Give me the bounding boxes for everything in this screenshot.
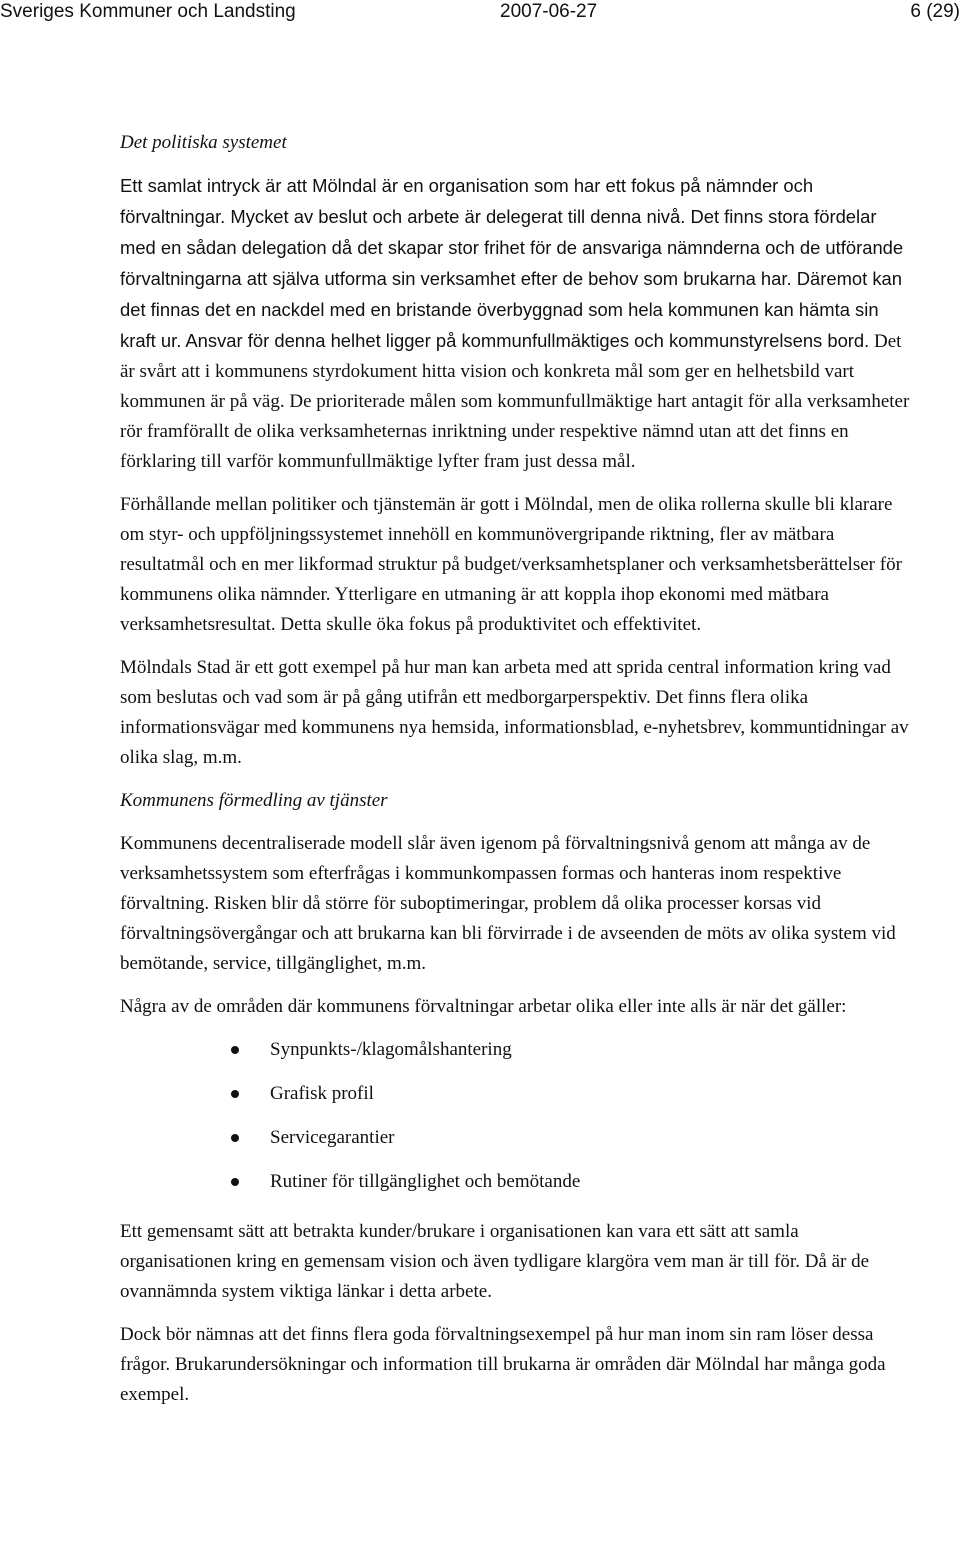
section-heading-politiska-systemet: Det politiska systemet <box>120 132 287 153</box>
paragraph-intryck-tail: Det är svårt att i kommunens styrdokument hitta vision och konkreta mål som ger en helhetsbild vart kommunen är på väg. De prioriterade målen som kommunfullmäktige hart antagit för alla verksamheter rör framförallt de olika verksamheternas inriktning under respektive nämnd utan att det finns en förklaring till varför kommunfullmäktige lyfter fram just dessa mål. <box>120 331 910 472</box>
list-item-text: Synpunkts-/klagomålshantering <box>270 1039 512 1060</box>
list-item <box>120 1035 910 1079</box>
list-item-text: Servicegarantier <box>270 1127 395 1148</box>
list-item-text: Grafisk profil <box>270 1083 374 1104</box>
paragraph-forhallande: Förhållande mellan politiker och tjänstemän är gott i Mölndal, men de olika rollerna skulle bli klarare om styr- och uppföljningssystemet innehöll en kommunövergripande riktning, fler av mätbara resultatmål och en mer likformad struktur på budget/verksamhetsplaner och verksamhetsberättelser för kommunens olika nämnder. Ytterligare en utmaning är att koppla ihop ekonomi med mätbara verksamhetsresultat. Detta skulle öka fokus på produktivitet och effektivitet. <box>120 494 902 635</box>
paragraph-dock: Dock bör nämnas att det finns flera goda förvaltningsexempel på hur man inom sin ram löser dessa frågor. Brukarundersökningar och information till brukarna är områden där Mölndal har många goda exempel. <box>120 1324 886 1405</box>
paragraph-decentraliserade: Kommunens decentraliserade modell slår även igenom på förvaltningsnivå genom att många av de verksamhetssystem som efterfrågas i kommunkompassen formas och hanteras inom respektive förvaltning. Risken blir då större för suboptimeringar, problem då olika processer korsas vid förvaltningsövergångar och att brukarna kan bli förvirrade i de avseenden de möts av olika system vid bemötande, service, tillgänglighet, m.m. <box>120 833 896 974</box>
bullet-list <box>120 1035 910 1211</box>
bullet-dot-icon <box>231 1046 239 1054</box>
header-date: 2007-06-27 <box>500 1 598 22</box>
paragraph-molndals-stad: Mölndals Stad är ett gott exempel på hur man kan arbeta med att sprida central information kring vad som beslutas och vad som är på gång utifrån ett medborgarperspektiv. Det finns flera olika informationsvägar med kommunens nya hemsida, informationsblad, e-nyhetsbrev, kommuntidningar av olika slag, m.m. <box>120 657 909 768</box>
paragraph-intryck-lead: Ett samlat intryck är att Mölndal är en organisation som har ett fokus på nämnder och förvaltningar. Mycket av beslut och arbete är delegerat till denna nivå. <box>120 175 814 227</box>
bullet-dot-icon <box>231 1134 239 1142</box>
bullet-dot-icon <box>231 1178 239 1186</box>
header-page-number: 6 (29) <box>910 1 960 22</box>
list-item <box>120 1079 910 1123</box>
list-item <box>120 1167 910 1211</box>
header-organization: Sveriges Kommuner och Landsting <box>0 1 296 22</box>
paragraph-intryck <box>120 171 910 477</box>
list-item <box>120 1123 910 1167</box>
bullet-dot-icon <box>231 1090 239 1098</box>
paragraph-gemensamt: Ett gemensamt sätt att betrakta kunder/brukare i organisationen kan vara ett sätt att samla organisationen kring en gemensam vision och även tydligare klargöra vem man är till för. Då är de ovannämnda system viktiga länkar i detta arbete. <box>120 1221 870 1302</box>
paragraph-intryck-middle: Det finns stora fördelar med en sådan delegation då det skapar stor frihet för de ansvariga nämnderna och de utförande förvaltningarna att själva utforma sin verksamhet efter de behov som brukarna har. Däremot kan det finnas det en nackdel med en bristande överbyggnad som hela kommunen kan hämta sin kraft ur. Ansvar för denna helhet ligger på kommunfullmäktiges och kommunstyrelsens bord. <box>120 206 904 351</box>
list-item-text: Rutiner för tillgänglighet och bemötande <box>270 1171 581 1192</box>
paragraph-omraden: Några av de områden där kommunens förvaltningar arbetar olika eller inte alls är när det gäller: <box>120 996 847 1017</box>
section-heading-formedling: Kommunens förmedling av tjänster <box>120 790 388 811</box>
page-header <box>0 0 960 26</box>
document-body <box>120 128 910 1423</box>
